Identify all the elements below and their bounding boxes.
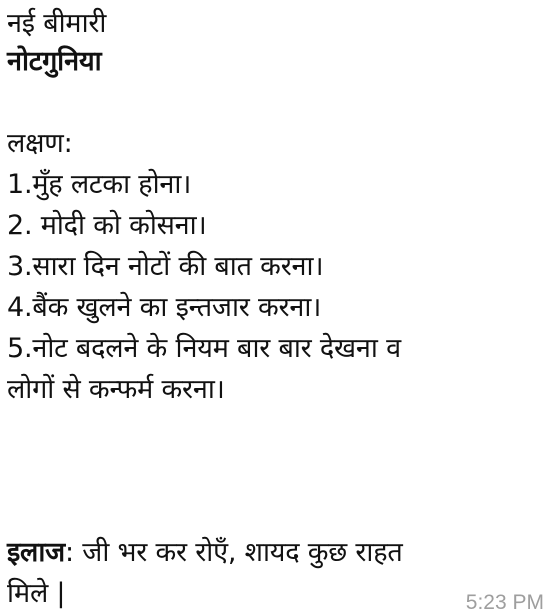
cure-line <box>7 532 542 573</box>
symptom-line: 5.नोट बदलने के नियम बार बार देखना व <box>7 333 401 364</box>
symptom-line: 4.बैंक खुलने का इन्तजार करना। <box>7 292 322 323</box>
message-heading: नई बीमारी <box>7 8 107 39</box>
message-timestamp: 5:23 PM <box>465 591 544 614</box>
message-title: नोटगुनिया <box>7 46 102 77</box>
symptom-line: 2. मोदी को कोसना। <box>7 210 207 241</box>
symptom-line: 3.सारा दिन नोटों की बात करना। <box>7 251 324 282</box>
spacer <box>7 410 542 532</box>
symptom-line: 1.मुँह लटका होना। <box>7 169 192 200</box>
cure-text-end: मिले | <box>7 578 66 609</box>
symptoms-label: लक्षण: <box>7 128 73 159</box>
cure-label: इलाज <box>7 537 65 568</box>
spacer <box>7 82 542 123</box>
symptom-line: लोगों से कन्फर्म करना। <box>7 374 225 405</box>
cure-text: : जी भर कर रोएँ, शायद कुछ राहत <box>65 537 403 568</box>
